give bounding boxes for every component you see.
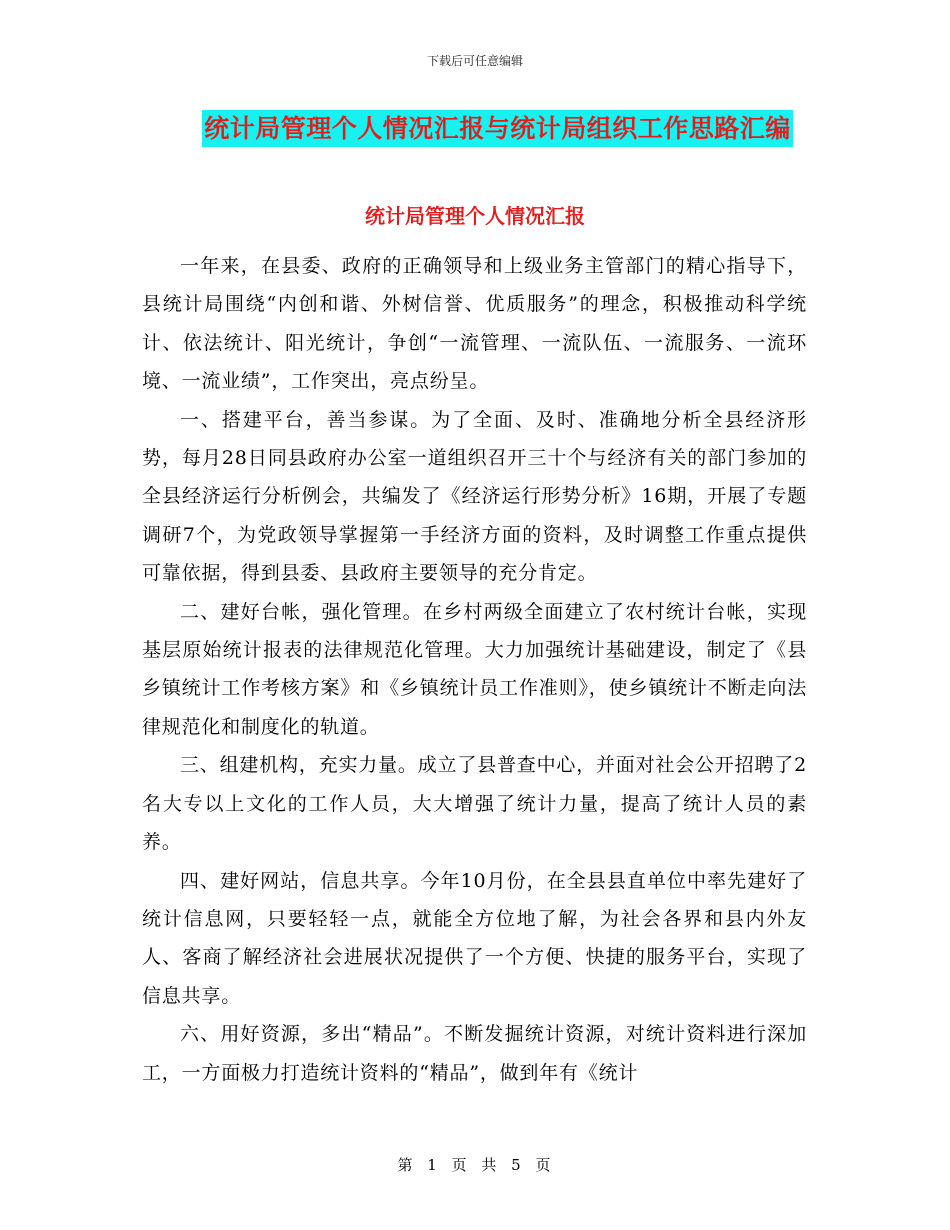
page-number-footer: 第 1 页 共 5 页	[397, 1156, 553, 1174]
document-body	[142, 247, 807, 1092]
section-title: 统计局管理个人情况汇报	[365, 204, 585, 228]
paragraph-item-3: 三、组建机构，充实力量。成立了县普查中心，并面对社会公开招聘了2名大专以上文化的工作人员，大大增强了统计力量，提高了统计人员的素养。	[142, 754, 807, 854]
paragraph-item-6: 六、用好资源，多出“精品”。不断发掘统计资源，对统计资料进行深加工，一方面极力打造统计资料的“精品”，做到年有《统计	[142, 1023, 807, 1084]
document-title: 统计局管理个人情况汇报与统计局组织工作思路汇编	[202, 110, 793, 147]
paragraph-item-1: 一、搭建平台，善当参谋。为了全面、及时、准确地分析全县经济形势，每月28日同县政府办公室一道组织召开三十个与经济有关的部门参加的全县经济运行分析例会，共编发了《经济运行形势分析》16期，开展了专题调研7个，为党政领导掌握第一手经济方面的资料，及时调整工作重点提供可靠依据，得到县委、县政府主要领导的充分肯定。	[142, 408, 807, 585]
page-header-note: 下载后可任意编辑	[426, 54, 523, 68]
paragraph-item-4: 四、建好网站，信息共享。今年10月份，在全县县直单位中率先建好了统计信息网，只要轻轻一点，就能全方位地了解，为社会各界和县内外友人、客商了解经济社会进展状况提供了一个方便、快捷的服务平台，实现了信息共享。	[142, 869, 807, 1007]
paragraph-item-2: 二、建好台帐，强化管理。在乡村两级全面建立了农村统计台帐，实现基层原始统计报表的法律规范化管理。大力加强统计基础建设，制定了《县乡镇统计工作考核方案》和《乡镇统计员工作准则》，使乡镇统计不断走向法律规范化和制度化的轨道。	[142, 600, 807, 738]
paragraph-intro: 一年来，在县委、政府的正确领导和上级业务主管部门的精心指导下，县统计局围绕“内创和谐、外树信誉、优质服务”的理念，积极推动科学统计、依法统计、阳光统计，争创“一流管理、一流队伍、一流服务、一流环境、一流业绩”，工作突出，亮点纷呈。	[142, 255, 807, 393]
document-title-container	[0, 110, 950, 147]
